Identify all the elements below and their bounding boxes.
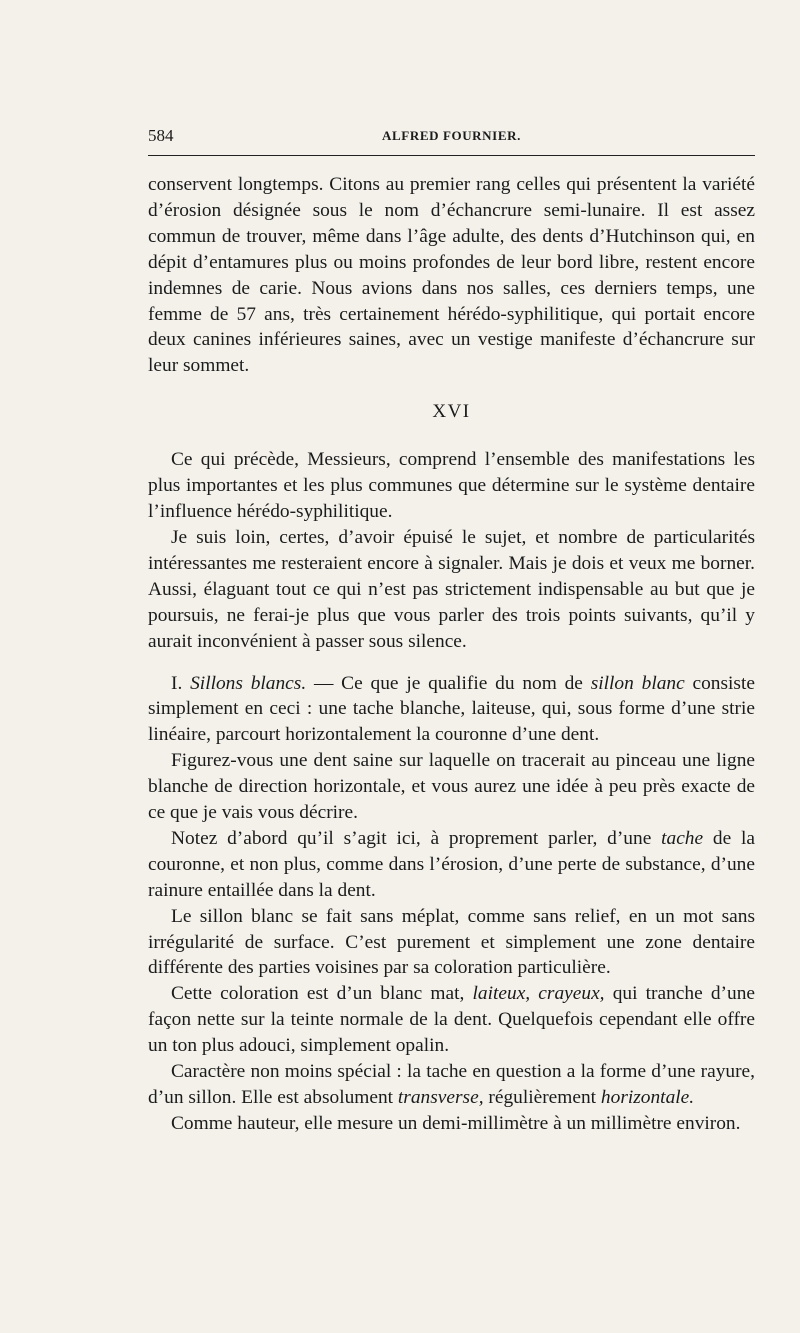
page-number: 584: [148, 126, 174, 145]
subsection-heading: Sillons blancs.: [190, 672, 307, 694]
running-title: ALFRED FOURNIER.: [382, 128, 521, 143]
section-heading: XVI: [432, 401, 471, 423]
paragraph-gap: [148, 655, 755, 671]
text-run: consiste simplement en ceci : une tache blanche, laiteuse, qui, sous forme d’une strie linéaire, parcourt horizontalement la couronne d’une dent.: [148, 672, 755, 746]
text-run: régulièrement: [483, 1087, 601, 1108]
header-rule: [148, 155, 755, 156]
paragraph: conservent longtemps. Citons au premier rang celles qui présentent la variété d’érosion désignée sous le nom d’échancrure semi-lunaire. Il est assez commun de trouver, même dans l’âge adulte, des dents d’Hutchinson qui, en dépit d’entamures plus ou moins profondes de leur bord libre, restent encore indemnes de carie. Nous avions dans nos salles, ces derniers temps, une femme de 57 ans, très certainement hérédo-syphilitique, qui portait encore deux canines inférieures saines, avec un vestige manifeste d’échancrure sur leur sommet.: [148, 174, 755, 377]
paragraph: Je suis loin, certes, d’avoir épuisé le sujet, et nombre de particularités intéressantes me resteraient encore à signaler. Mais je dois et veux me borner. Aussi, élaguant tout ce qui n’est pas strictement indispensable au but que je poursuis, ne ferai-je plus que vous parler des trois points suivants, qu’il y aurait inconvénient à passer sous silence.: [148, 526, 755, 652]
paragraph: [148, 1059, 755, 1111]
paragraph: Le sillon blanc se fait sans méplat, comme sans relief, en un mot sans irrégularité de surface. C’est purement et simplement une zone dentaire différente des parties voisines par sa coloration particulière.: [148, 905, 755, 979]
document-page: [148, 122, 756, 1134]
term: transverse,: [397, 1087, 484, 1108]
text-run: de la couronne, et non plus, comme dans l’érosion, d’une perte de substance, d’une rainure entaillée dans la dent.: [148, 827, 755, 901]
text-run: — Ce que je qualifie du nom de: [306, 672, 591, 694]
paragraph-sillons-blancs: [148, 671, 755, 749]
text-run: Caractère non moins spécial : la tache en question a la forme d’une rayure, d’un sillon. Elle est absolument: [148, 1061, 755, 1108]
paragraph: Ce qui précède, Messieurs, comprend l’ensemble des manifestations les plus importantes et les plus communes que détermine sur le système dentaire l’influence hérédo-syphilitique.: [148, 449, 755, 523]
term: tache: [661, 827, 704, 849]
paragraph: Figurez-vous une dent saine sur laquelle on tracerait au pinceau une ligne blanche de direction horizontale, et vous aurez une idée à peu près exacte de ce que je vais vous décrire.: [148, 750, 755, 824]
page-header: [148, 122, 755, 146]
term: laiteux, crayeux,: [472, 983, 605, 1005]
numeral: I.: [171, 672, 191, 694]
text-run: Notez d’abord qu’il s’agit ici, à proprement parler, d’une: [171, 827, 662, 849]
page-body: [148, 172, 755, 1137]
term: horizontale.: [600, 1087, 695, 1108]
text-run: qui tranche d’une façon nette sur la teinte normale de la dent. Quelquefois cependant elle offre un ton plus adouci, simplement opalin.: [148, 983, 756, 1057]
term: sillon blanc: [590, 672, 685, 694]
paragraph: [148, 826, 755, 904]
paragraph: Comme hauteur, elle mesure un demi-millimètre à un millimètre environ.: [171, 1112, 741, 1134]
text-run: Cette coloration est d’un blanc mat,: [171, 983, 473, 1005]
paragraph: [148, 981, 755, 1059]
